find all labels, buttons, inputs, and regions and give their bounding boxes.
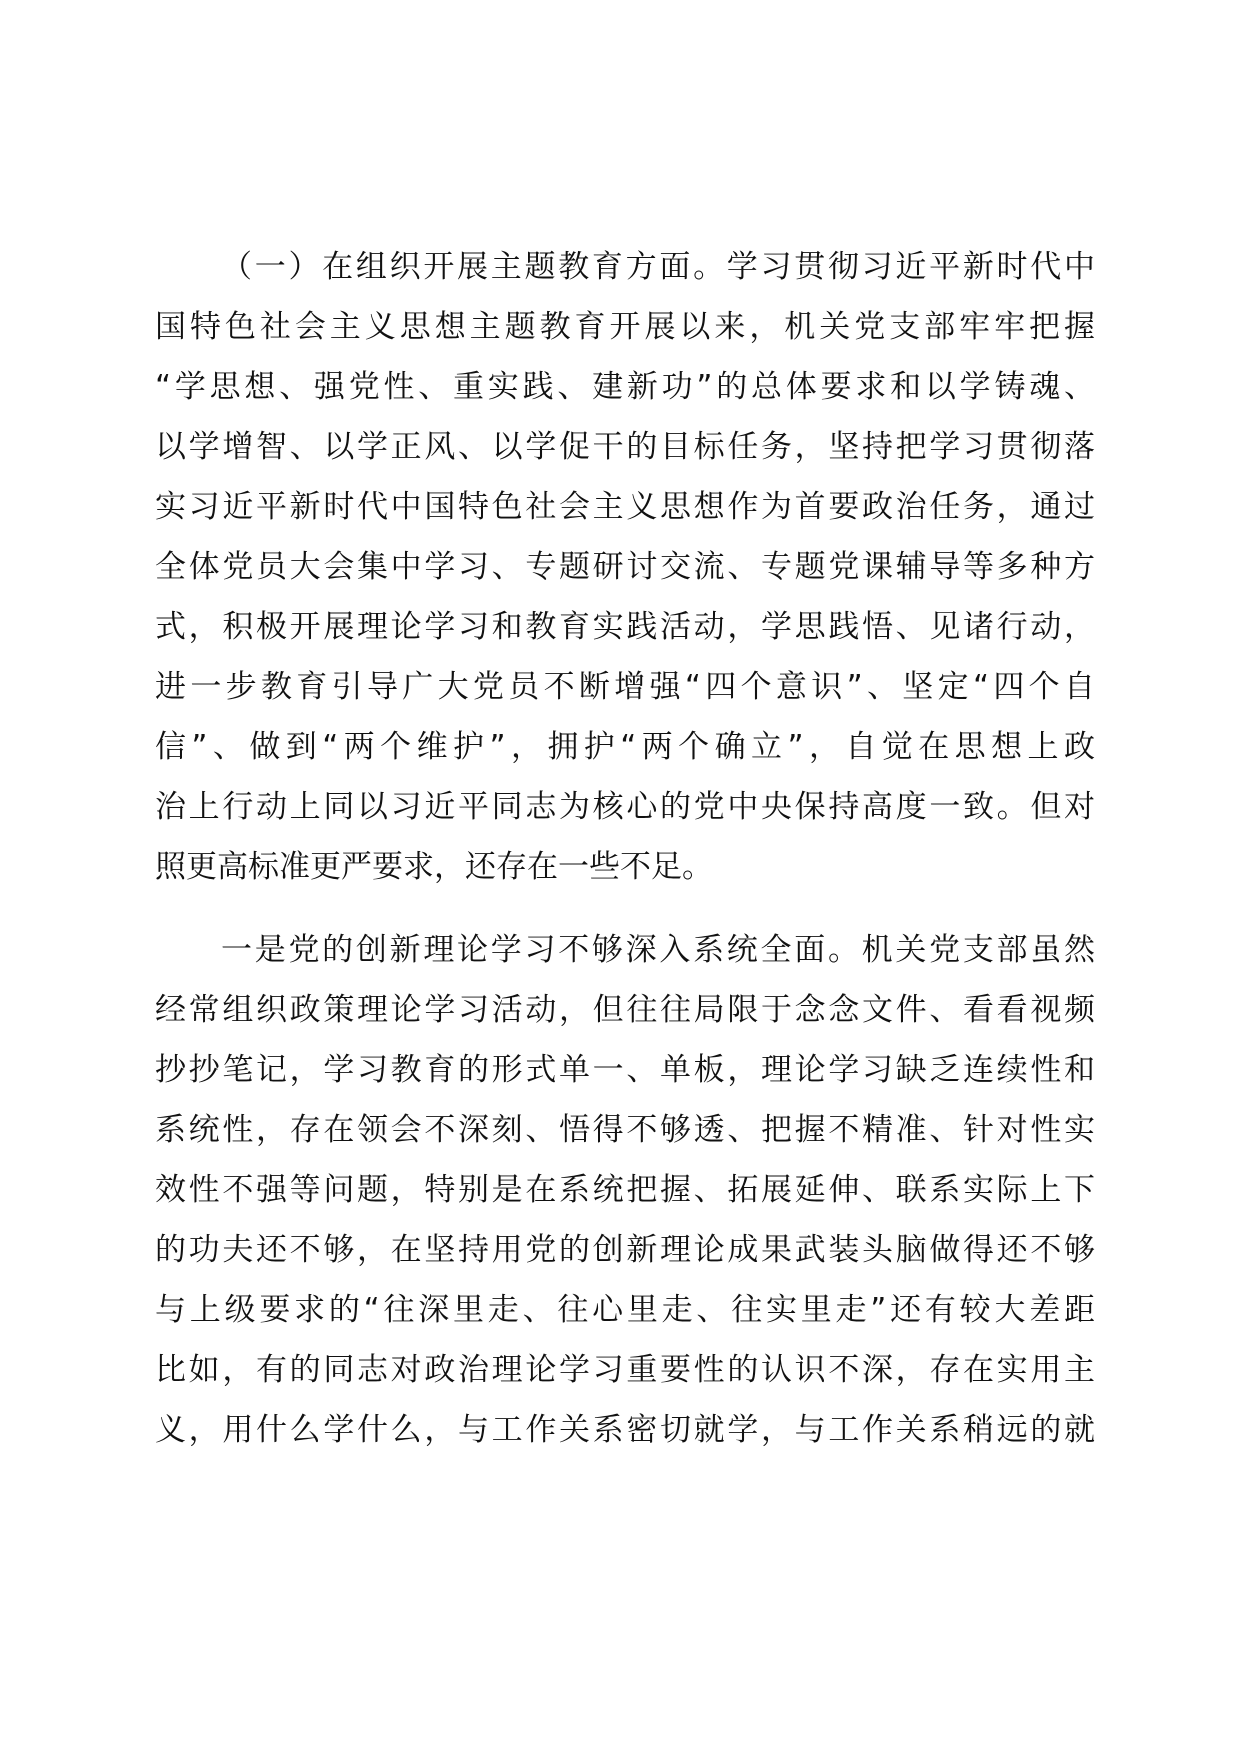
paragraph-1-line: 式，积极开展理论学习和教育实践活动，学思践悟、见诸行动， bbox=[155, 609, 1095, 645]
paragraph-1-line: 进一步教育引导广大党员不断增强“四个意识”、坚定“四个自 bbox=[155, 669, 1095, 705]
paragraph-1 bbox=[155, 237, 1095, 897]
paragraph-2-line: 效性不强等问题，特别是在系统把握、拓展延伸、联系实际上下 bbox=[155, 1172, 1095, 1208]
paragraph-1-line: 实习近平新时代中国特色社会主义思想作为首要政治任务，通过 bbox=[155, 489, 1095, 525]
paragraph-2-line: 义，用什么学什么，与工作关系密切就学，与工作关系稍远的就 bbox=[155, 1412, 1095, 1448]
paragraph-1-line: 国特色社会主义思想主题教育开展以来，机关党支部牢牢把握 bbox=[155, 309, 1095, 345]
paragraph-1-line: 治上行动上同以习近平同志为核心的党中央保持高度一致。但对 bbox=[155, 789, 1095, 825]
paragraph-1-line: 照更高标准更严要求，还存在一些不足。 bbox=[155, 849, 713, 885]
paragraph-2-line: 抄抄笔记，学习教育的形式单一、单板，理论学习缺乏连续性和 bbox=[155, 1052, 1095, 1088]
paragraph-2-line: 的功夫还不够，在坚持用党的创新理论成果武装头脑做得还不够 bbox=[155, 1232, 1095, 1268]
paragraph-1-line: 以学增智、以学正风、以学促干的目标任务，坚持把学习贯彻落 bbox=[155, 429, 1095, 465]
paragraph-1-line: 信”、做到“两个维护”，拥护“两个确立”，自觉在思想上政 bbox=[155, 729, 1095, 765]
paragraph-2 bbox=[155, 920, 1095, 1460]
paragraph-spacer bbox=[155, 897, 1095, 920]
paragraph-1-line: 全体党员大会集中学习、专题研讨交流、专题党课辅导等多种方 bbox=[155, 549, 1095, 585]
document-body bbox=[155, 237, 1095, 1460]
paragraph-1-line: （一）在组织开展主题教育方面。学习贯彻习近平新时代中 bbox=[221, 249, 1095, 285]
paragraph-2-line: 与上级要求的“往深里走、往心里走、往实里走”还有较大差距 bbox=[155, 1292, 1095, 1328]
paragraph-2-line: 经常组织政策理论学习活动，但往往局限于念念文件、看看视频 bbox=[155, 992, 1095, 1028]
paragraph-1-line: “学思想、强党性、重实践、建新功”的总体要求和以学铸魂、 bbox=[155, 369, 1095, 405]
paragraph-2-line: 一是党的创新理论学习不够深入系统全面。机关党支部虽然 bbox=[221, 932, 1095, 968]
paragraph-2-line: 比如，有的同志对政治理论学习重要性的认识不深，存在实用主 bbox=[155, 1352, 1095, 1388]
paragraph-2-line: 系统性，存在领会不深刻、悟得不够透、把握不精准、针对性实 bbox=[155, 1112, 1095, 1148]
